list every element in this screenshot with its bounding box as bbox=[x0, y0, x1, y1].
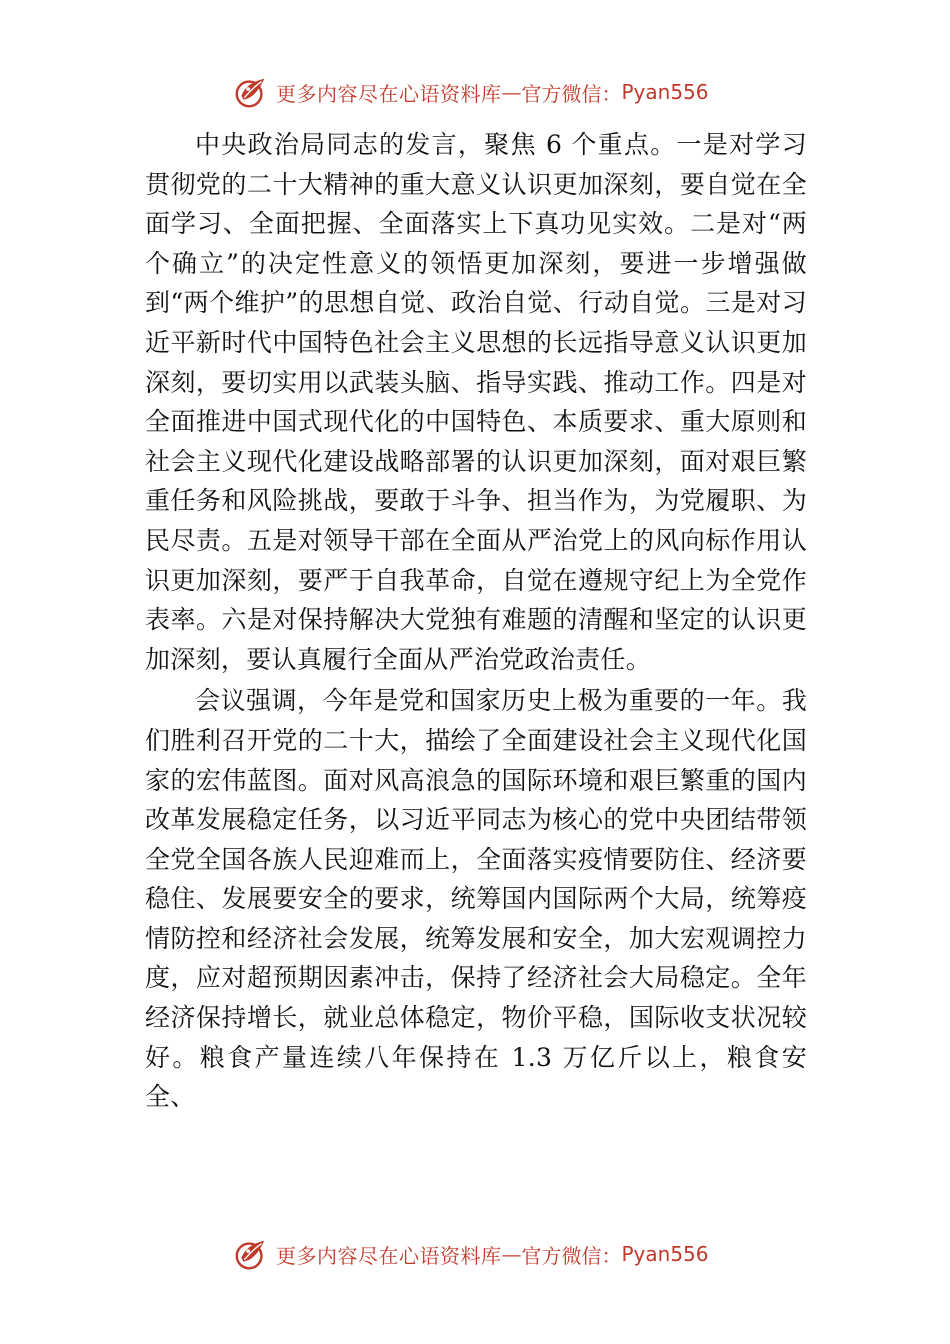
banner-separator: — bbox=[501, 1242, 522, 1266]
banner-text: 更多内容尽在心语资料库 bbox=[276, 81, 502, 106]
banner-text: 更多内容尽在心语资料库 bbox=[276, 1243, 502, 1268]
footer-banner bbox=[232, 1234, 709, 1274]
banner-separator: — bbox=[501, 80, 522, 104]
banner-wechat-label: 官方微信： bbox=[521, 81, 622, 106]
leaf-logo-icon bbox=[232, 73, 270, 111]
document-body bbox=[145, 125, 807, 1117]
leaf-logo-icon bbox=[232, 1235, 270, 1273]
banner-wechat-id: Pyan556 bbox=[621, 1242, 709, 1266]
header-banner bbox=[232, 72, 709, 112]
paragraph-1: 中央政治局同志的发言，聚焦 6 个重点。一是对学习贯彻党的二十大精神的重大意义认识更加深刻，要自觉在全面学习、全面把握、全面落实上下真功见实效。二是对“两个确立”的决定性意义的领悟更加深刻，要进一步增强做到“两个维护”的思想自觉、政治自觉、行动自觉。三是对习近平新时代中国特色社会主义思想的长远指导意义认识更加深刻，要切实用以武装头脑、指导实践、推动工作。四是对全面推进中国式现代化的中国特色、本质要求、重大原则和社会主义现代化建设战略部署的认识更加深刻，面对艰巨繁重任务和风险挑战，要敢于斗争、担当作为，为党履职、为民尽责。五是对领导干部在全面从严治党上的风向标作用认识更加深刻，要严于自我革命，自觉在遵规守纪上为全党作表率。六是对保持解决大党独有难题的清醒和坚定的认识更加深刻，要认真履行全面从严治党政治责任。 bbox=[145, 130, 807, 674]
paragraph-2: 会议强调，今年是党和国家历史上极为重要的一年。我们胜利召开党的二十大，描绘了全面建设社会主义现代化国家的宏伟蓝图。面对风高浪急的国际环境和艰巨繁重的国内改革发展稳定任务，以习近平同志为核心的党中央团结带领全党全国各族人民迎难而上，全面落实疫情要防住、经济要稳住、发展要安全的要求，统筹国内国际两个大局，统筹疫情防控和经济社会发展，统筹发展和安全，加大宏观调控力度，应对超预期因素冲击，保持了经济社会大局稳定。全年经济保持增长，就业总体稳定，物价平稳，国际收支状况较好。粮食产量连续八年保持在 1.3 万亿斤以上，粮食安全、 bbox=[145, 686, 807, 1112]
banner-wechat-id: Pyan556 bbox=[621, 80, 709, 104]
banner-wechat-label: 官方微信： bbox=[521, 1243, 622, 1268]
